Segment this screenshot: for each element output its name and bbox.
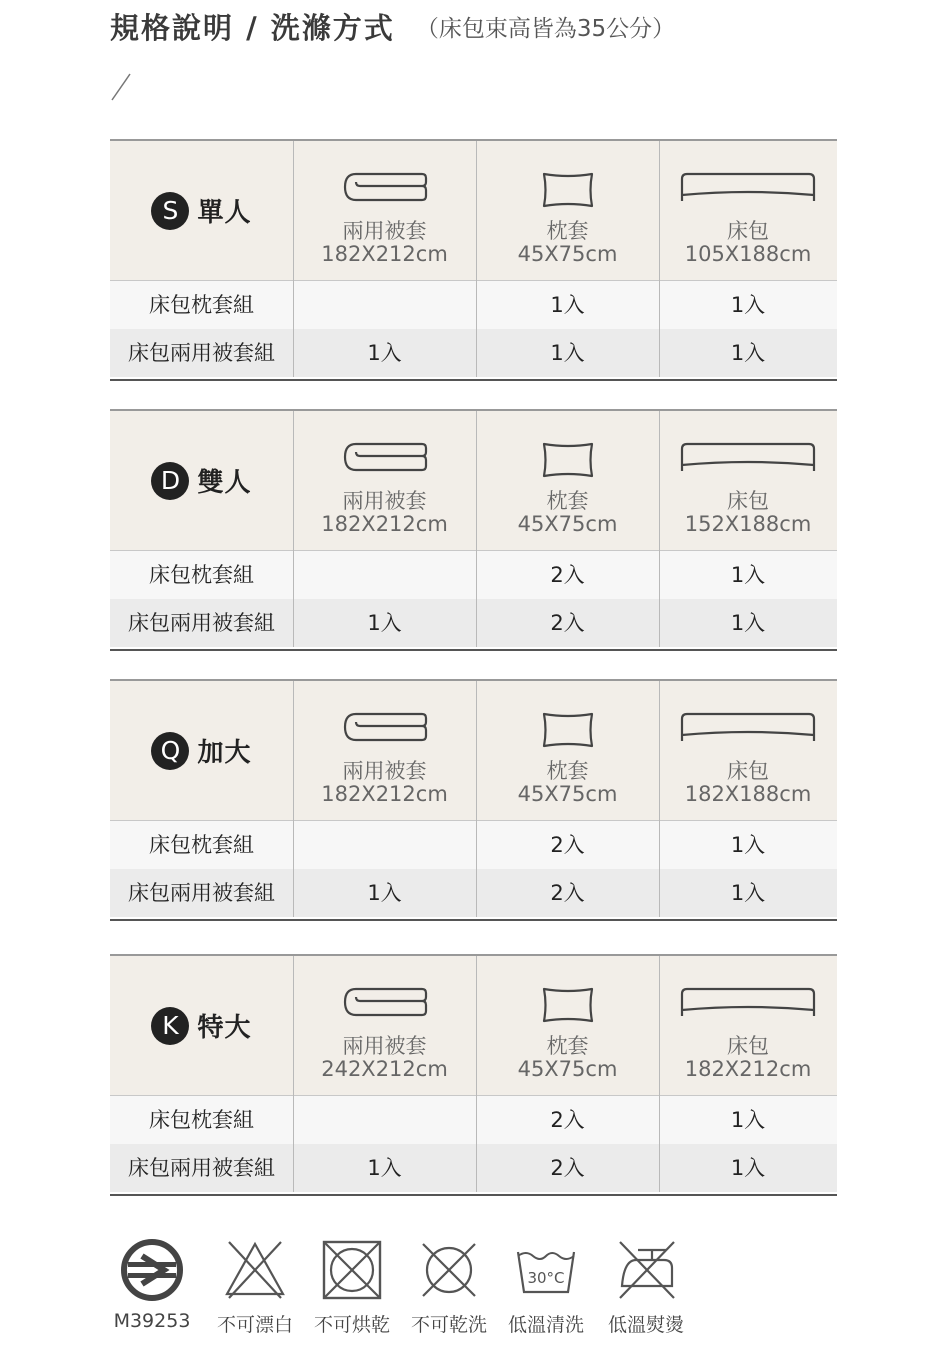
duvet-icon xyxy=(342,171,428,207)
item-dimension: 45X75cm xyxy=(517,242,618,266)
care-label: 不可漂白 xyxy=(216,1314,293,1336)
item-cell xyxy=(476,681,659,820)
quantity-cell: 1入 xyxy=(550,293,585,317)
set-label: 床包枕套組 xyxy=(149,563,254,587)
item-name: 枕套 xyxy=(546,759,589,783)
duvet-icon xyxy=(342,986,428,1022)
item-name: 枕套 xyxy=(546,219,589,243)
page-title: 規格說明 / 洗滌方式 xyxy=(110,11,395,45)
page-header xyxy=(110,6,675,50)
quantity-cell xyxy=(293,821,476,869)
quantity-cell xyxy=(293,1096,476,1144)
item-name: 枕套 xyxy=(546,489,589,513)
item-name: 兩用被套 xyxy=(342,1034,427,1058)
care-item xyxy=(205,1238,305,1337)
quantity-cell: 2入 xyxy=(550,611,585,635)
fitted-sheet-icon xyxy=(676,441,820,477)
item-dimension: 182X212cm xyxy=(684,1057,812,1081)
item-name: 兩用被套 xyxy=(342,759,427,783)
size-table-d xyxy=(110,409,837,651)
item-cell xyxy=(293,141,476,280)
size-name: 雙人 xyxy=(197,468,252,498)
quantity-cell: 1入 xyxy=(730,1108,766,1132)
item-name: 兩用被套 xyxy=(342,219,427,243)
size-table-k xyxy=(110,954,837,1196)
set-label: 床包兩用被套組 xyxy=(128,881,275,905)
quantity-cell: 1入 xyxy=(730,881,766,905)
quantity-cell: 2入 xyxy=(550,1156,585,1180)
size-name: 單人 xyxy=(197,198,252,228)
care-item xyxy=(399,1238,499,1337)
quantity-cell: 1入 xyxy=(550,341,585,365)
quantity-cell: 1入 xyxy=(730,341,766,365)
size-name: 特大 xyxy=(197,1013,252,1043)
quantity-cell: 1入 xyxy=(730,293,766,317)
size-name: 加大 xyxy=(197,738,252,768)
no-dry-clean-icon xyxy=(399,1238,499,1302)
quantity-cell: 1入 xyxy=(367,341,402,365)
item-cell xyxy=(476,956,659,1095)
quantity-cell xyxy=(293,551,476,599)
quantity-cell: 2入 xyxy=(550,1108,585,1132)
item-cell xyxy=(659,956,837,1095)
item-cell xyxy=(293,411,476,550)
item-dimension: 45X75cm xyxy=(517,512,618,536)
item-dimension: 242X212cm xyxy=(321,1057,448,1081)
item-dimension: 182X212cm xyxy=(321,782,448,806)
set-label: 床包枕套組 xyxy=(149,833,254,857)
item-name: 床包 xyxy=(727,759,769,783)
quantity-cell: 1入 xyxy=(730,611,766,635)
care-label: 不可乾洗 xyxy=(410,1314,487,1336)
set-label: 床包枕套組 xyxy=(149,293,254,317)
no-bleach-icon xyxy=(205,1238,305,1302)
item-dimension: 182X212cm xyxy=(321,512,448,536)
size-label xyxy=(110,141,293,280)
quantity-cell: 1入 xyxy=(730,1156,766,1180)
care-label: 不可烘乾 xyxy=(313,1314,390,1336)
item-name: 兩用被套 xyxy=(342,489,427,513)
item-cell xyxy=(659,681,837,820)
item-name: 床包 xyxy=(727,489,769,513)
care-label: 低溫清洗 xyxy=(507,1314,584,1336)
no-tumble-dry-icon xyxy=(302,1238,402,1302)
pillowcase-icon xyxy=(540,986,596,1028)
fitted-sheet-icon xyxy=(676,986,820,1022)
item-dimension: 45X75cm xyxy=(517,782,618,806)
duvet-icon xyxy=(342,711,428,747)
care-item xyxy=(496,1238,596,1337)
header-note: （床包束高皆為35公分） xyxy=(415,16,676,42)
item-cell xyxy=(476,141,659,280)
bsmi-mark-icon xyxy=(102,1238,202,1302)
item-name: 枕套 xyxy=(546,1034,589,1058)
size-badge: D xyxy=(151,462,189,500)
item-name: 床包 xyxy=(727,219,769,243)
set-label: 床包兩用被套組 xyxy=(128,1156,275,1180)
item-cell xyxy=(293,956,476,1095)
size-badge: Q xyxy=(151,732,189,770)
quantity-cell xyxy=(293,281,476,329)
quantity-cell: 1入 xyxy=(367,1156,402,1180)
size-badge: K xyxy=(151,1007,189,1045)
pillowcase-icon xyxy=(540,171,596,213)
quantity-cell: 2入 xyxy=(550,881,585,905)
quantity-cell: 1入 xyxy=(730,833,766,857)
care-item xyxy=(102,1238,202,1332)
size-table-s xyxy=(110,139,837,381)
set-label: 床包兩用被套組 xyxy=(128,611,275,635)
iron-low-icon xyxy=(596,1238,696,1302)
fitted-sheet-icon xyxy=(676,711,820,747)
duvet-icon xyxy=(342,441,428,477)
care-label: M39253 xyxy=(113,1310,191,1332)
set-label: 床包枕套組 xyxy=(149,1108,254,1132)
care-item xyxy=(302,1238,402,1337)
quantity-cell: 2入 xyxy=(550,833,585,857)
item-dimension: 45X75cm xyxy=(517,1057,618,1081)
item-dimension: 105X188cm xyxy=(684,242,812,266)
item-cell xyxy=(293,681,476,820)
item-dimension: 182X212cm xyxy=(321,242,448,266)
wash-30-icon xyxy=(496,1238,596,1302)
item-name: 床包 xyxy=(727,1034,769,1058)
pillowcase-icon xyxy=(540,711,596,753)
item-dimension: 152X188cm xyxy=(684,512,812,536)
item-cell xyxy=(659,141,837,280)
slash-decoration xyxy=(110,72,132,102)
quantity-cell: 1入 xyxy=(730,563,766,587)
care-label: 低溫熨燙 xyxy=(607,1314,684,1336)
item-cell xyxy=(659,411,837,550)
quantity-cell: 2入 xyxy=(550,563,585,587)
size-label xyxy=(110,681,293,820)
set-label: 床包兩用被套組 xyxy=(128,341,275,365)
size-table-q xyxy=(110,679,837,921)
size-label xyxy=(110,411,293,550)
size-label xyxy=(110,956,293,1095)
fitted-sheet-icon xyxy=(676,171,820,207)
size-badge: S xyxy=(151,192,189,230)
item-dimension: 182X188cm xyxy=(684,782,812,806)
quantity-cell: 1入 xyxy=(367,611,402,635)
item-cell xyxy=(476,411,659,550)
care-item xyxy=(596,1238,696,1337)
wash-temperature: 30°C xyxy=(527,1269,565,1287)
quantity-cell: 1入 xyxy=(367,881,402,905)
pillowcase-icon xyxy=(540,441,596,483)
